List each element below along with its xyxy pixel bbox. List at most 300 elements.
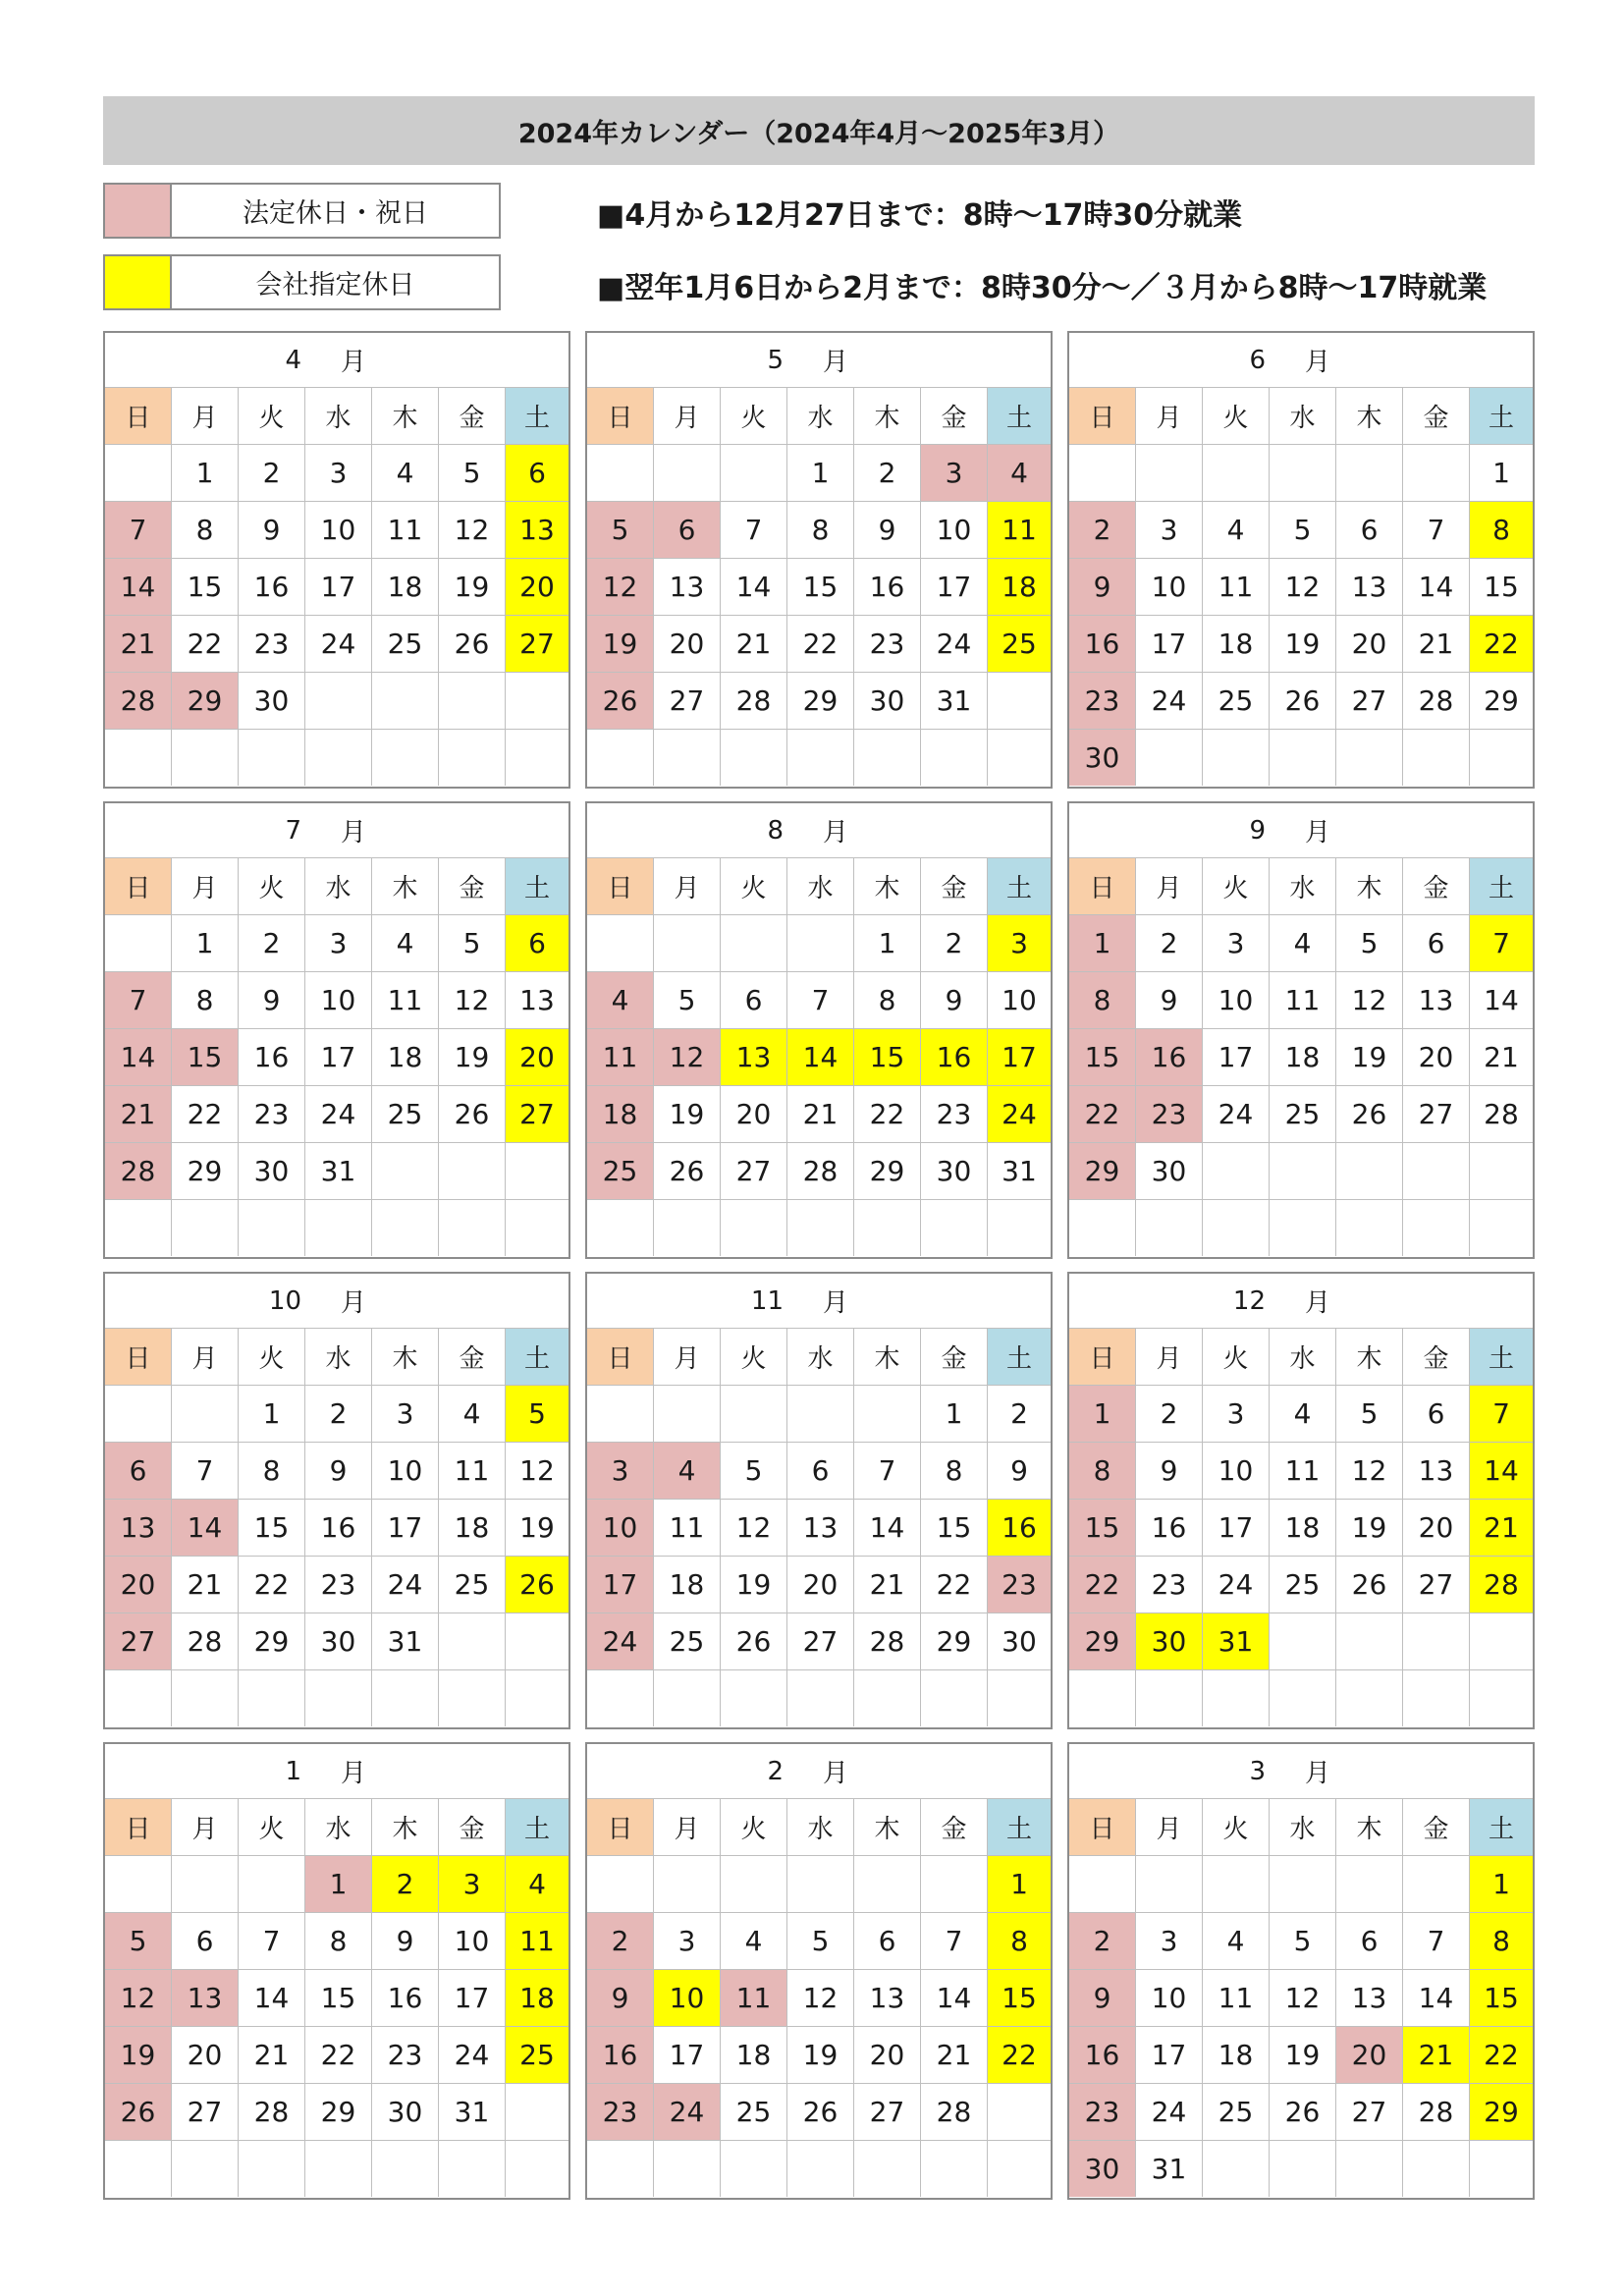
day-cell: 3 bbox=[1203, 1386, 1270, 1443]
weekday-label: 水 bbox=[1270, 1799, 1336, 1856]
day-cell: 27 bbox=[506, 616, 568, 673]
week-row bbox=[1069, 1029, 1533, 1086]
day-cell: 20 bbox=[787, 1557, 854, 1613]
day-cell: 22 bbox=[1069, 1086, 1136, 1143]
day-cell: 21 bbox=[1470, 1500, 1533, 1557]
day-cell: 19 bbox=[105, 2027, 172, 2084]
empty-day-cell bbox=[921, 1670, 988, 1726]
day-cell: 5 bbox=[105, 1913, 172, 1970]
day-cell: 21 bbox=[721, 616, 787, 673]
month-header bbox=[105, 1744, 568, 1799]
empty-day-cell bbox=[305, 730, 372, 786]
empty-day-cell bbox=[1136, 1856, 1203, 1913]
weekday-label: 土 bbox=[1470, 1799, 1533, 1856]
day-cell: 13 bbox=[105, 1500, 172, 1557]
day-cell: 23 bbox=[988, 1557, 1051, 1613]
empty-day-cell bbox=[1336, 1613, 1403, 1670]
weekday-label: 日 bbox=[1069, 388, 1136, 445]
week-row bbox=[587, 1970, 1051, 2027]
work-hours-notice-1: ■4月から12月27日まで：8時～17時30分就業 bbox=[597, 198, 1243, 233]
day-cell: 28 bbox=[787, 1143, 854, 1200]
day-cell: 22 bbox=[305, 2027, 372, 2084]
empty-day-cell bbox=[506, 2141, 568, 2197]
day-cell: 20 bbox=[506, 559, 568, 616]
day-cell: 27 bbox=[1403, 1557, 1470, 1613]
day-cell: 31 bbox=[305, 1143, 372, 1200]
empty-day-cell bbox=[1336, 730, 1403, 786]
day-cell: 20 bbox=[1403, 1500, 1470, 1557]
day-cell: 19 bbox=[439, 1029, 506, 1086]
day-cell: 23 bbox=[1136, 1086, 1203, 1143]
day-cell: 16 bbox=[988, 1500, 1051, 1557]
empty-day-cell bbox=[1203, 445, 1270, 502]
day-cell: 4 bbox=[372, 445, 439, 502]
legend-company-holiday bbox=[103, 254, 501, 310]
weekday-label: 月 bbox=[1136, 1799, 1203, 1856]
empty-day-cell bbox=[1403, 1613, 1470, 1670]
week-row bbox=[587, 2027, 1051, 2084]
day-cell: 12 bbox=[587, 559, 654, 616]
empty-day-cell bbox=[305, 1200, 372, 1256]
empty-day-cell bbox=[1136, 730, 1203, 786]
empty-day-cell bbox=[1270, 1670, 1336, 1726]
empty-day-cell bbox=[439, 1200, 506, 1256]
weekday-row bbox=[105, 858, 568, 915]
week-row bbox=[587, 1443, 1051, 1500]
month-header bbox=[587, 1274, 1051, 1329]
day-cell: 10 bbox=[1203, 972, 1270, 1029]
week-row bbox=[1069, 1443, 1533, 1500]
empty-day-cell bbox=[372, 730, 439, 786]
day-cell: 18 bbox=[372, 1029, 439, 1086]
day-cell: 4 bbox=[988, 445, 1051, 502]
day-cell: 7 bbox=[172, 1443, 239, 1500]
day-cell: 9 bbox=[1069, 1970, 1136, 2027]
day-cell: 3 bbox=[1203, 915, 1270, 972]
weekday-label: 水 bbox=[305, 1329, 372, 1386]
day-cell: 12 bbox=[721, 1500, 787, 1557]
week-row bbox=[1069, 559, 1533, 616]
day-cell: 10 bbox=[654, 1970, 721, 2027]
week-row bbox=[105, 2084, 568, 2141]
weekday-label: 木 bbox=[1336, 1329, 1403, 1386]
day-cell: 29 bbox=[1470, 2084, 1533, 2141]
month-number: 7 bbox=[285, 815, 301, 846]
day-cell: 6 bbox=[787, 1443, 854, 1500]
week-row bbox=[1069, 972, 1533, 1029]
week-row bbox=[105, 915, 568, 972]
day-cell: 13 bbox=[1403, 1443, 1470, 1500]
day-cell: 25 bbox=[439, 1557, 506, 1613]
day-cell: 27 bbox=[172, 2084, 239, 2141]
weekday-row bbox=[1069, 1329, 1533, 1386]
month-header bbox=[105, 1274, 568, 1329]
empty-day-cell bbox=[721, 915, 787, 972]
weekday-row bbox=[587, 858, 1051, 915]
day-cell: 1 bbox=[854, 915, 921, 972]
empty-day-cell bbox=[1270, 2141, 1336, 2197]
empty-day-cell bbox=[506, 1613, 568, 1670]
day-cell: 24 bbox=[587, 1613, 654, 1670]
day-cell: 19 bbox=[506, 1500, 568, 1557]
day-cell: 24 bbox=[921, 616, 988, 673]
day-cell: 28 bbox=[105, 673, 172, 730]
day-cell: 29 bbox=[1069, 1143, 1136, 1200]
empty-day-cell bbox=[239, 1200, 305, 1256]
day-cell: 14 bbox=[1403, 559, 1470, 616]
weekday-label: 木 bbox=[1336, 388, 1403, 445]
week-row bbox=[105, 502, 568, 559]
legend-holiday-label: 法定休日・祝日 bbox=[243, 198, 428, 229]
day-cell: 18 bbox=[988, 559, 1051, 616]
week-row bbox=[587, 1500, 1051, 1557]
empty-day-cell bbox=[506, 673, 568, 730]
weekday-label: 水 bbox=[787, 1329, 854, 1386]
day-cell: 21 bbox=[787, 1086, 854, 1143]
empty-day-cell bbox=[1470, 1613, 1533, 1670]
day-cell: 26 bbox=[105, 2084, 172, 2141]
day-cell: 31 bbox=[372, 1613, 439, 1670]
empty-day-cell bbox=[921, 2141, 988, 2197]
day-cell: 17 bbox=[305, 559, 372, 616]
weekday-label: 日 bbox=[105, 1329, 172, 1386]
empty-day-cell bbox=[439, 2141, 506, 2197]
empty-day-cell bbox=[988, 673, 1051, 730]
day-cell: 12 bbox=[506, 1443, 568, 1500]
day-cell: 28 bbox=[105, 1143, 172, 1200]
month-calendar bbox=[585, 1742, 1053, 2200]
day-cell: 3 bbox=[654, 1913, 721, 1970]
month-number: 2 bbox=[767, 1756, 784, 1786]
empty-day-cell bbox=[787, 1856, 854, 1913]
day-cell: 10 bbox=[439, 1913, 506, 1970]
day-cell: 17 bbox=[921, 559, 988, 616]
day-cell: 29 bbox=[854, 1143, 921, 1200]
day-cell: 20 bbox=[1336, 2027, 1403, 2084]
day-cell: 29 bbox=[787, 673, 854, 730]
week-row bbox=[587, 1029, 1051, 1086]
weekday-row bbox=[587, 388, 1051, 445]
day-cell: 3 bbox=[587, 1443, 654, 1500]
day-cell: 1 bbox=[172, 445, 239, 502]
day-cell: 17 bbox=[1203, 1500, 1270, 1557]
empty-day-cell bbox=[305, 2141, 372, 2197]
day-cell: 19 bbox=[439, 559, 506, 616]
day-cell: 16 bbox=[372, 1970, 439, 2027]
day-cell: 25 bbox=[1270, 1557, 1336, 1613]
week-row bbox=[587, 1856, 1051, 1913]
weekday-label: 金 bbox=[439, 1799, 506, 1856]
empty-day-cell bbox=[1203, 2141, 1270, 2197]
day-cell: 15 bbox=[172, 559, 239, 616]
day-cell: 20 bbox=[654, 616, 721, 673]
day-cell: 8 bbox=[787, 502, 854, 559]
day-cell: 26 bbox=[721, 1613, 787, 1670]
empty-day-cell bbox=[654, 915, 721, 972]
month-header bbox=[105, 803, 568, 858]
day-cell: 23 bbox=[1069, 2084, 1136, 2141]
day-cell: 27 bbox=[721, 1143, 787, 1200]
empty-day-cell bbox=[1270, 1613, 1336, 1670]
empty-day-cell bbox=[654, 1386, 721, 1443]
empty-day-cell bbox=[1403, 1200, 1470, 1256]
month-unit: 月 bbox=[823, 1759, 849, 1788]
weekday-label: 月 bbox=[1136, 1329, 1203, 1386]
day-cell: 3 bbox=[1136, 502, 1203, 559]
week-row bbox=[105, 2027, 568, 2084]
day-cell: 30 bbox=[305, 1613, 372, 1670]
day-cell: 15 bbox=[305, 1970, 372, 2027]
empty-day-cell bbox=[988, 2084, 1051, 2141]
week-row bbox=[1069, 1086, 1533, 1143]
empty-day-cell bbox=[1403, 1856, 1470, 1913]
week-row bbox=[105, 1557, 568, 1613]
day-cell: 28 bbox=[854, 1613, 921, 1670]
empty-day-cell bbox=[1136, 1200, 1203, 1256]
empty-day-cell bbox=[506, 2084, 568, 2141]
weekday-label: 日 bbox=[587, 388, 654, 445]
day-cell: 8 bbox=[239, 1443, 305, 1500]
weekday-label: 金 bbox=[1403, 1329, 1470, 1386]
day-cell: 21 bbox=[105, 1086, 172, 1143]
day-cell: 15 bbox=[172, 1029, 239, 1086]
week-row bbox=[1069, 502, 1533, 559]
empty-day-cell bbox=[1069, 1856, 1136, 1913]
day-cell: 2 bbox=[1136, 1386, 1203, 1443]
month-unit: 月 bbox=[341, 818, 367, 847]
empty-day-cell bbox=[172, 1670, 239, 1726]
empty-day-cell bbox=[1470, 2141, 1533, 2197]
legend-holiday-swatch bbox=[105, 185, 172, 237]
weekday-label: 火 bbox=[239, 1329, 305, 1386]
day-cell: 7 bbox=[1403, 502, 1470, 559]
day-cell: 24 bbox=[1136, 673, 1203, 730]
day-cell: 1 bbox=[787, 445, 854, 502]
month-header bbox=[105, 333, 568, 388]
day-cell: 14 bbox=[105, 1029, 172, 1086]
day-cell: 2 bbox=[854, 445, 921, 502]
day-cell: 21 bbox=[921, 2027, 988, 2084]
day-cell: 11 bbox=[654, 1500, 721, 1557]
week-row bbox=[105, 1029, 568, 1086]
day-cell: 14 bbox=[1470, 972, 1533, 1029]
day-cell: 26 bbox=[587, 673, 654, 730]
day-cell: 14 bbox=[787, 1029, 854, 1086]
weekday-label: 月 bbox=[654, 1329, 721, 1386]
day-cell: 15 bbox=[1470, 559, 1533, 616]
empty-day-cell bbox=[1470, 1200, 1533, 1256]
day-cell: 9 bbox=[1136, 972, 1203, 1029]
day-cell: 12 bbox=[1270, 559, 1336, 616]
day-cell: 1 bbox=[305, 1856, 372, 1913]
empty-day-cell bbox=[372, 1670, 439, 1726]
day-cell: 31 bbox=[921, 673, 988, 730]
day-cell: 7 bbox=[105, 972, 172, 1029]
day-cell: 27 bbox=[1336, 2084, 1403, 2141]
empty-day-cell bbox=[1203, 1143, 1270, 1200]
day-cell: 29 bbox=[239, 1613, 305, 1670]
day-cell: 4 bbox=[1203, 502, 1270, 559]
empty-day-cell bbox=[921, 1856, 988, 1913]
month-calendar bbox=[1067, 801, 1535, 1259]
weekday-label: 水 bbox=[305, 858, 372, 915]
empty-day-cell bbox=[506, 1200, 568, 1256]
weekday-label: 木 bbox=[372, 1329, 439, 1386]
day-cell: 14 bbox=[721, 559, 787, 616]
empty-day-cell bbox=[1403, 1143, 1470, 1200]
weekday-row bbox=[1069, 1799, 1533, 1856]
month-calendar bbox=[1067, 1742, 1535, 2200]
empty-day-cell bbox=[239, 2141, 305, 2197]
weekday-label: 木 bbox=[372, 1799, 439, 1856]
day-cell: 22 bbox=[239, 1557, 305, 1613]
weekday-label: 火 bbox=[721, 1329, 787, 1386]
empty-day-cell bbox=[239, 730, 305, 786]
day-cell: 5 bbox=[1270, 502, 1336, 559]
day-cell: 26 bbox=[654, 1143, 721, 1200]
day-cell: 27 bbox=[105, 1613, 172, 1670]
empty-day-cell bbox=[854, 730, 921, 786]
weekday-label: 土 bbox=[988, 1799, 1051, 1856]
day-cell: 8 bbox=[172, 972, 239, 1029]
day-cell: 17 bbox=[1136, 616, 1203, 673]
day-cell: 3 bbox=[305, 915, 372, 972]
empty-day-cell bbox=[654, 2141, 721, 2197]
weekday-label: 火 bbox=[239, 388, 305, 445]
day-cell: 25 bbox=[372, 1086, 439, 1143]
week-row bbox=[1069, 1970, 1533, 2027]
empty-day-cell bbox=[787, 915, 854, 972]
day-cell: 28 bbox=[1403, 2084, 1470, 2141]
week-row bbox=[587, 445, 1051, 502]
empty-day-cell bbox=[721, 1670, 787, 1726]
empty-day-cell bbox=[1270, 730, 1336, 786]
empty-day-cell bbox=[105, 1386, 172, 1443]
day-cell: 8 bbox=[305, 1913, 372, 1970]
weekday-label: 日 bbox=[1069, 1799, 1136, 1856]
day-cell: 21 bbox=[239, 2027, 305, 2084]
empty-day-cell bbox=[372, 1200, 439, 1256]
day-cell: 22 bbox=[1470, 616, 1533, 673]
weekday-label: 土 bbox=[1470, 388, 1533, 445]
day-cell: 8 bbox=[1470, 502, 1533, 559]
day-cell: 3 bbox=[439, 1856, 506, 1913]
weekday-label: 月 bbox=[172, 858, 239, 915]
legend-holiday bbox=[103, 183, 501, 239]
empty-day-cell bbox=[1336, 2141, 1403, 2197]
day-cell: 22 bbox=[1069, 1557, 1136, 1613]
day-cell: 20 bbox=[506, 1029, 568, 1086]
weekday-label: 水 bbox=[305, 1799, 372, 1856]
day-cell: 22 bbox=[854, 1086, 921, 1143]
week-row bbox=[1069, 915, 1533, 972]
day-cell: 11 bbox=[439, 1443, 506, 1500]
weekday-label: 水 bbox=[305, 388, 372, 445]
day-cell: 11 bbox=[1270, 1443, 1336, 1500]
weekday-label: 土 bbox=[506, 1329, 568, 1386]
day-cell: 2 bbox=[587, 1913, 654, 1970]
empty-day-cell bbox=[372, 673, 439, 730]
day-cell: 15 bbox=[1069, 1500, 1136, 1557]
week-row bbox=[105, 1143, 568, 1200]
empty-day-cell bbox=[721, 1200, 787, 1256]
empty-day-cell bbox=[172, 1386, 239, 1443]
month-unit: 月 bbox=[1305, 348, 1331, 377]
day-cell: 12 bbox=[787, 1970, 854, 2027]
day-cell: 24 bbox=[439, 2027, 506, 2084]
day-cell: 8 bbox=[1069, 1443, 1136, 1500]
month-unit: 月 bbox=[341, 1759, 367, 1788]
weekday-label: 火 bbox=[1203, 1799, 1270, 1856]
day-cell: 18 bbox=[506, 1970, 568, 2027]
day-cell: 3 bbox=[1136, 1913, 1203, 1970]
day-cell: 15 bbox=[988, 1970, 1051, 2027]
empty-day-cell bbox=[587, 915, 654, 972]
day-cell: 12 bbox=[439, 502, 506, 559]
week-row bbox=[587, 1200, 1051, 1256]
day-cell: 19 bbox=[787, 2027, 854, 2084]
week-row bbox=[587, 1086, 1051, 1143]
day-cell: 31 bbox=[988, 1143, 1051, 1200]
day-cell: 11 bbox=[1203, 559, 1270, 616]
day-cell: 26 bbox=[506, 1557, 568, 1613]
weekday-label: 日 bbox=[105, 858, 172, 915]
weekday-label: 月 bbox=[1136, 858, 1203, 915]
day-cell: 23 bbox=[239, 1086, 305, 1143]
empty-day-cell bbox=[988, 2141, 1051, 2197]
day-cell: 30 bbox=[1069, 730, 1136, 786]
day-cell: 19 bbox=[654, 1086, 721, 1143]
day-cell: 9 bbox=[1069, 559, 1136, 616]
day-cell: 13 bbox=[1403, 972, 1470, 1029]
day-cell: 5 bbox=[654, 972, 721, 1029]
day-cell: 22 bbox=[988, 2027, 1051, 2084]
day-cell: 15 bbox=[921, 1500, 988, 1557]
empty-day-cell bbox=[105, 2141, 172, 2197]
day-cell: 19 bbox=[1336, 1029, 1403, 1086]
empty-day-cell bbox=[506, 730, 568, 786]
day-cell: 21 bbox=[105, 616, 172, 673]
month-unit: 月 bbox=[823, 1288, 849, 1318]
day-cell: 10 bbox=[921, 502, 988, 559]
week-row bbox=[587, 1913, 1051, 1970]
week-row bbox=[105, 1086, 568, 1143]
empty-day-cell bbox=[239, 1670, 305, 1726]
weekday-label: 土 bbox=[506, 858, 568, 915]
empty-day-cell bbox=[587, 1200, 654, 1256]
week-row bbox=[105, 1443, 568, 1500]
month-number: 10 bbox=[268, 1285, 301, 1316]
day-cell: 30 bbox=[1136, 1143, 1203, 1200]
weekday-label: 木 bbox=[372, 388, 439, 445]
weekday-row bbox=[105, 388, 568, 445]
empty-day-cell bbox=[1270, 1143, 1336, 1200]
day-cell: 28 bbox=[1470, 1557, 1533, 1613]
empty-day-cell bbox=[654, 1200, 721, 1256]
day-cell: 13 bbox=[506, 502, 568, 559]
weekday-label: 水 bbox=[787, 858, 854, 915]
empty-day-cell bbox=[1203, 1670, 1270, 1726]
calendar-title: 2024年カレンダー（2024年4月～2025年3月） bbox=[103, 96, 1535, 165]
empty-day-cell bbox=[1270, 445, 1336, 502]
month-header bbox=[1069, 333, 1533, 388]
day-cell: 7 bbox=[1470, 915, 1533, 972]
day-cell: 16 bbox=[587, 2027, 654, 2084]
day-cell: 22 bbox=[787, 616, 854, 673]
empty-day-cell bbox=[1470, 1670, 1533, 1726]
empty-day-cell bbox=[1403, 2141, 1470, 2197]
empty-day-cell bbox=[506, 1670, 568, 1726]
